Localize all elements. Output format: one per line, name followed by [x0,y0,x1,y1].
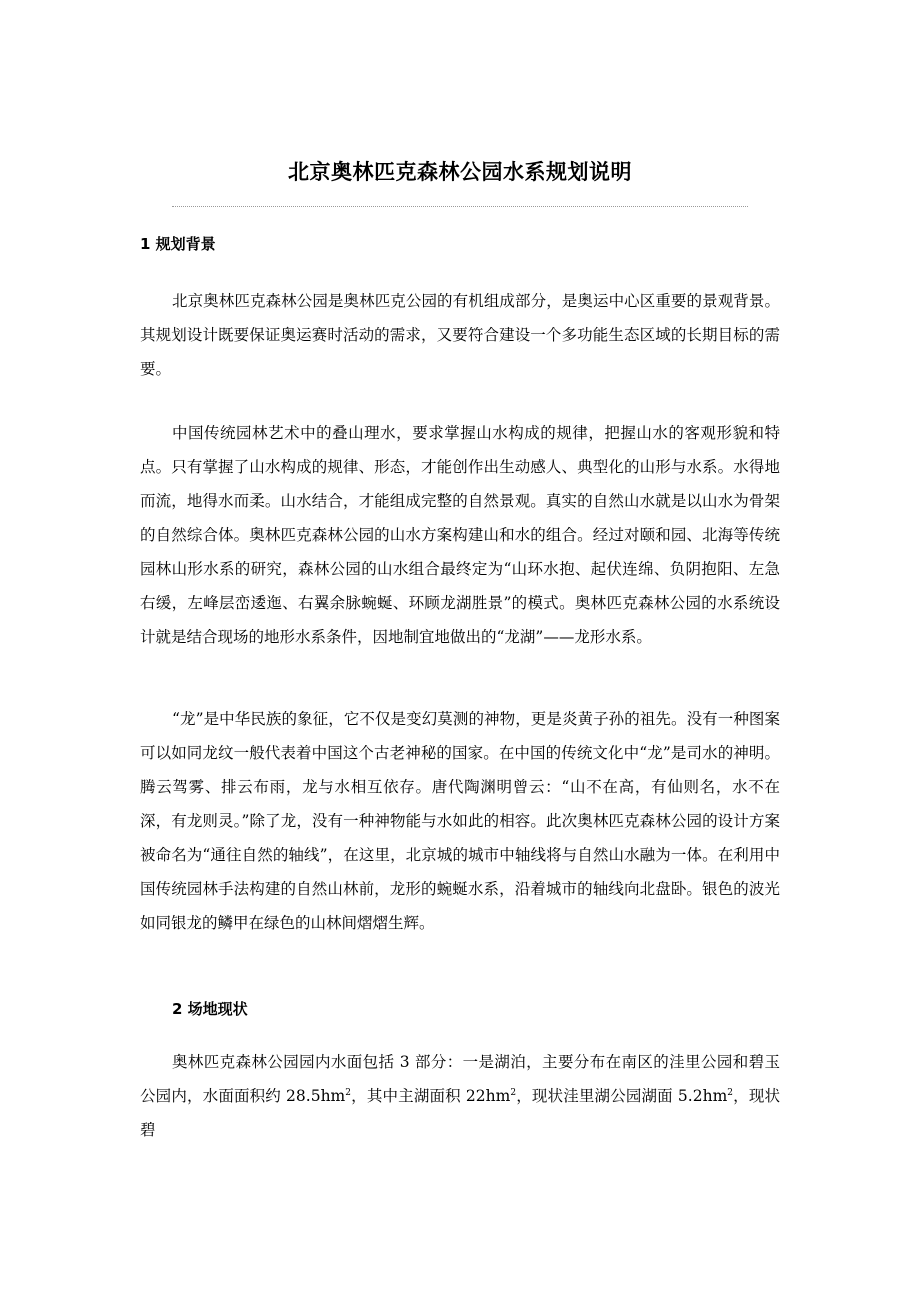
paragraph-4-text-3: ，现状洼里湖公园湖面 5.2hm [516,1087,728,1105]
section-heading-2: 2 场地现状 [172,1000,248,1018]
paragraph-4-text-1: 奥林匹克森林公园园内水面包括 3 部分：一是湖泊，主要分布在南区的洼里公园和碧玉公园内，水面面积约 28.5hm [140,1053,780,1105]
paragraph-3: “龙”是中华民族的象征，它不仅是变幻莫测的神物，更是炎黄子孙的祖先。没有一种图案可以如同龙纹一般代表着中国这个古老神秘的国家。在中国的传统文化中“龙”是司水的神明。腾云驾雾、排云布雨，龙与水相互依存。唐代陶渊明曾云：“山不在高，有仙则名，水不在深，有龙则灵。”除了龙，没有一种神物能与水如此的相容。此次奥林匹克森林公园的设计方案被命名为“通往自然的轴线”，在这里，北京城的城市中轴线将与自然山水融为一体。在利用中国传统园林手法构建的自然山林前，龙形的蜿蜒水系，沿着城市的轴线向北盘卧。银色的波光如同银龙的鳞甲在绿色的山林间熠熠生辉。 [140,710,780,932]
paragraph-1: 北京奥林匹克森林公园是奥林匹克公园的有机组成部分，是奥运中心区重要的景观背景。其规划设计既要保证奥运赛时活动的需求，又要符合建设一个多功能生态区域的长期目标的需要。 [140,292,780,378]
superscript-unit-1: 2 [345,1087,351,1098]
title-divider [172,206,748,207]
paragraph-4-text-4: ，现状碧 [140,1087,780,1139]
superscript-unit-2: 2 [510,1087,517,1098]
paragraph-4-text-2: ，其中主湖面积 22hm [351,1087,511,1105]
document-title: 北京奥林匹克森林公园水系规划说明 [288,160,632,184]
paragraph-2: 中国传统园林艺术中的叠山理水，要求掌握山水构成的规律，把握山水的客观形貌和特点。只有掌握了山水构成的规律、形态，才能创作出生动感人、典型化的山形与水系。水得地而流，地得水而柔。山水结合，才能组成完整的自然景观。真实的自然山水就是以山水为骨架的自然综合体。奥林匹克森林公园的山水方案构建山和水的组合。经过对颐和园、北海等传统园林山形水系的研究，森林公园的山水组合最终定为“山环水抱、起伏连绵、负阴抱阳、左急右缓，左峰层峦逶迤、右翼余脉蜿蜒、环顾龙湖胜景”的模式。奥林匹克森林公园的水系统设计就是结合现场的地形水系条件，因地制宜地做出的“龙湖”——龙形水系。 [140,424,780,646]
paragraph-4 [140,1045,780,1147]
section-heading-1: 1 规划背景 [140,235,216,253]
superscript-unit-3: 2 [727,1087,733,1098]
